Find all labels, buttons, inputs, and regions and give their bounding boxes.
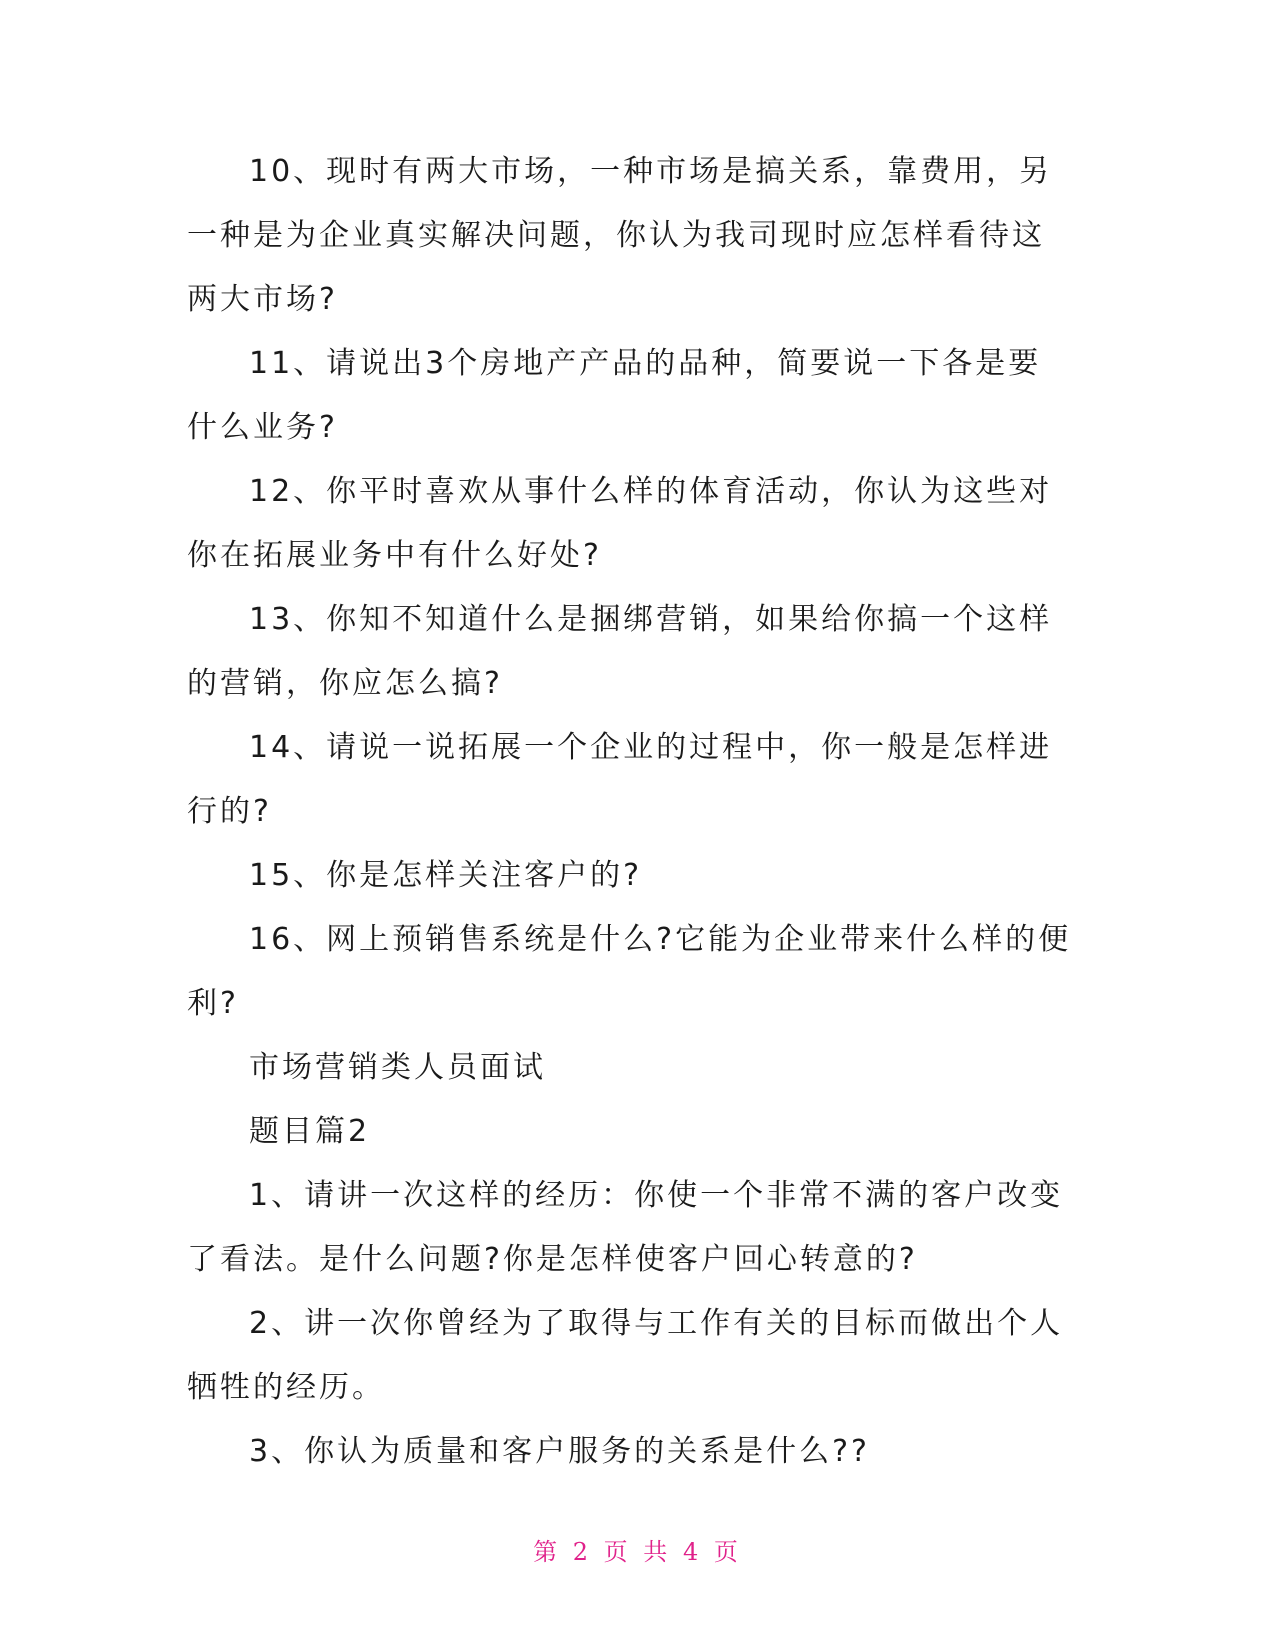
question-11: 11、请说出3个房地产产品的品种，简要说一下各是要什么业务? — [187, 346, 1042, 445]
section-title-line1: 市场营销类人员面试 — [249, 1050, 546, 1085]
question-16: 16、网上预销售系统是什么?它能为企业带来什么样的便利? — [187, 922, 1072, 1021]
section-title-line2: 题目篇2 — [249, 1114, 371, 1149]
question-1: 1、请讲一次这样的经历：你使一个非常不满的客户改变了看法。是什么问题?你是怎样使客户回心转意的? — [187, 1178, 1064, 1277]
question-3: 3、你认为质量和客户服务的关系是什么?? — [249, 1434, 870, 1469]
question-15: 15、你是怎样关注客户的? — [249, 858, 643, 893]
question-14: 14、请说一说拓展一个企业的过程中，你一般是怎样进行的? — [187, 730, 1053, 829]
page-number-footer: 第 2 页 共 4 页 — [533, 1538, 742, 1566]
question-13: 13、你知不知道什么是捆绑营销，如果给你搞一个这样的营销，你应怎么搞? — [187, 602, 1053, 701]
question-10: 10、现时有两大市场，一种市场是搞关系，靠费用，另一种是为企业真实解决问题，你认为我司现时应怎样看待这两大市场? — [187, 154, 1053, 317]
question-2: 2、讲一次你曾经为了取得与工作有关的目标而做出个人牺牲的经历。 — [187, 1306, 1064, 1405]
question-12: 12、你平时喜欢从事什么样的体育活动，你认为这些对你在拓展业务中有什么好处? — [187, 474, 1053, 573]
document-body — [187, 140, 1073, 1484]
